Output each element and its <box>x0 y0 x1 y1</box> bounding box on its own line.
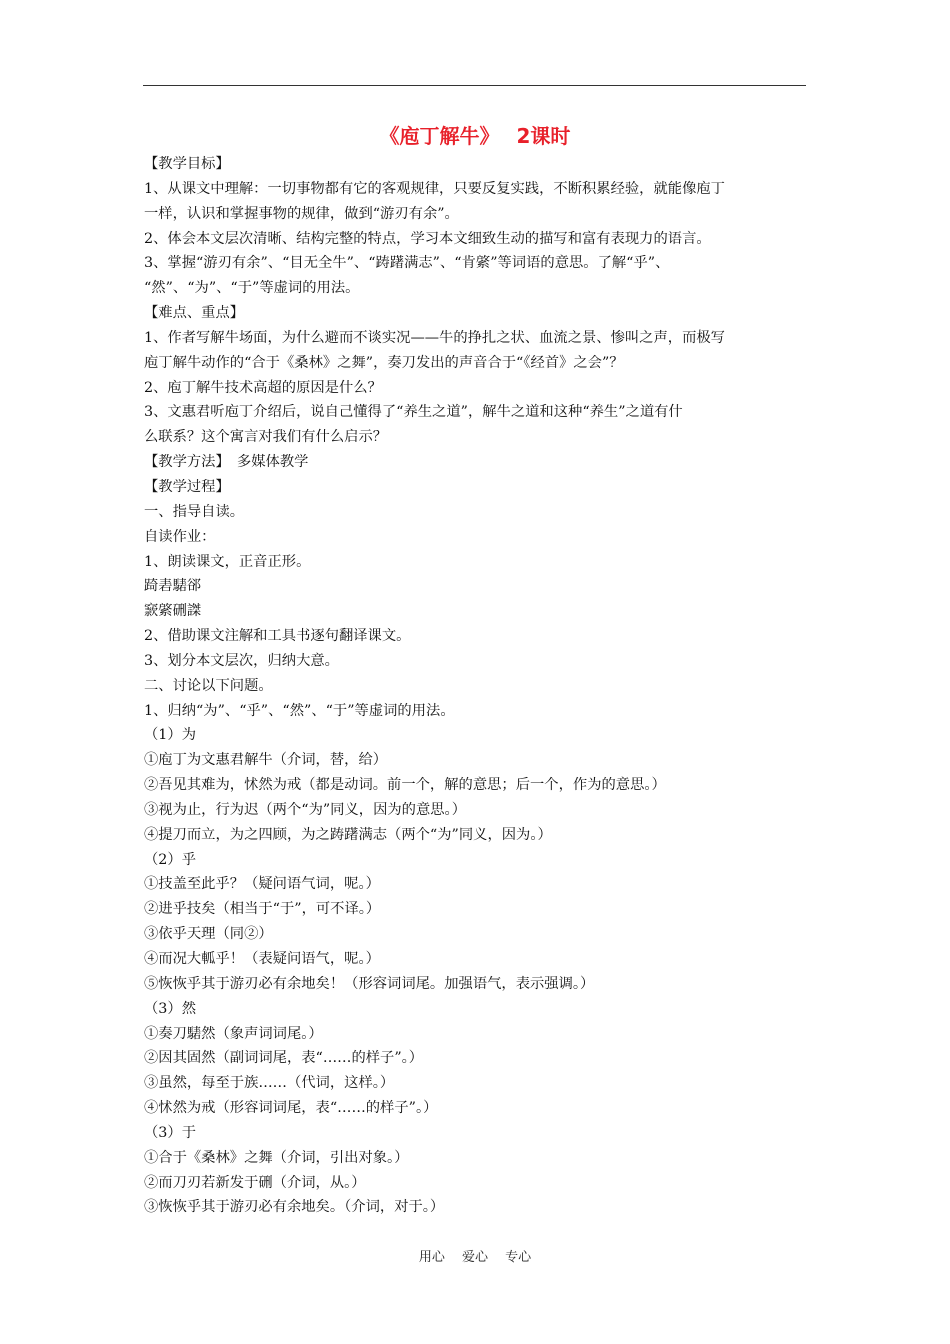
text-line: 2、借助课文注解和工具书逐句翻译课文。 <box>144 628 411 645</box>
text-line: “然”、“为”、“于”等虚词的用法。 <box>144 280 360 297</box>
text-line: （1）为 <box>144 727 196 744</box>
text-line: 【教学方法】 多媒体教学 <box>144 454 309 471</box>
text-line: 1、作者写解牛场面，为什么避而不谈实况——牛的挣扎之状、血流之景、惨叫之声，而极写 <box>144 329 725 346</box>
page-title: 《庖丁解牛》 2课时 <box>379 124 571 148</box>
text-line: 3、文惠君听庖丁介绍后，说自己懂得了“养生之道”，解牛之道和这种“养生”之道有什 <box>144 404 683 421</box>
text-line: ①技盖至此乎？（疑问语气词，呢。） <box>144 876 380 893</box>
text-line: ①庖丁为文惠君解牛（介词，替，给） <box>144 752 388 769</box>
text-line: ②进乎技矣（相当于“于”，可不译。） <box>144 901 381 918</box>
text-line: ④而况大軱乎！（表疑问语气，呢。） <box>144 951 380 967</box>
text-line: 窾綮硎謋 <box>144 603 202 620</box>
text-line: ④怵然为戒（形容词词尾，表“……的样子”。） <box>144 1100 438 1117</box>
text-line: ②吾见其难为，怵然为戒（都是动词。前一个，解的意思；后一个，作为的意思。） <box>144 777 666 794</box>
text-line: ①合于《桑林》之舞（介词，引出对象。） <box>144 1149 409 1166</box>
text-line: ⑤恢恢乎其于游刃必有余地矣！（形容词词尾。加强语气，表示强调。） <box>144 975 595 992</box>
text-line: ③虽然，每至于族……（代词，这样。） <box>144 1075 395 1092</box>
text-line: 一、指导自读。 <box>144 503 245 520</box>
text-line: （3）于 <box>144 1124 196 1141</box>
text-line: 1、朗读课文，正音正形。 <box>144 553 311 570</box>
text-line: 【教学过程】 <box>144 478 230 495</box>
text-line: 踦砉騞郤 <box>144 578 202 595</box>
text-line: ②而刀刃若新发于硎（介词，从。） <box>144 1174 366 1191</box>
text-line: 1、归纳“为”、“乎”、“然”、“于”等虚词的用法。 <box>144 702 455 719</box>
header-rule <box>143 85 806 86</box>
text-line: 么联系？这个寓言对我们有什么启示？ <box>144 429 388 446</box>
text-line: ④提刀而立，为之四顾，为之踌躇满志（两个“为”同义，因为。） <box>144 826 552 843</box>
text-line: 二、讨论以下问题。 <box>144 677 273 694</box>
document-body <box>144 152 809 1220</box>
text-line: 2、体会本文层次清晰、结构完整的特点，学习本文细致生动的描写和富有表现力的语言。 <box>144 230 711 247</box>
text-line: 3、划分本文层次，归纳大意。 <box>144 652 339 669</box>
text-line: （3）然 <box>144 1000 196 1017</box>
text-line: ③恢恢乎其于游刃必有余地矣。（介词，对于。） <box>144 1199 445 1216</box>
text-line: 庖丁解牛动作的“合于《桑林》之舞”，奏刀发出的声音合于“《经首》之会”？ <box>144 354 624 371</box>
text-line: ③视为止，行为迟（两个“为”同义，因为的意思。） <box>144 801 466 818</box>
text-line: （2）乎 <box>144 851 196 868</box>
text-line: 【难点、重点】 <box>144 305 245 322</box>
text-line: ②因其固然（副词词尾，表“……的样子”。） <box>144 1050 424 1067</box>
page-footer: 用心 爱心 专心 <box>418 1250 532 1265</box>
text-line: ③依乎天理（同②） <box>144 926 273 943</box>
text-line: 一样，认识和掌握事物的规律，做到“游刃有余”。 <box>144 205 459 222</box>
text-line: 1、从课文中理解：一切事物都有它的客观规律，只要反复实践，不断积累经验，就能像庖丁 <box>144 180 725 197</box>
text-line: 2、庖丁解牛技术高超的原因是什么？ <box>144 379 382 396</box>
text-line: 【教学目标】 <box>144 156 230 172</box>
text-line: 3、掌握“游刃有余”、“目无全牛”、“踌躇满志”、“肯綮”等词语的意思。了解“乎”、 <box>144 255 670 272</box>
text-line: ①奏刀騞然（象声词词尾。） <box>144 1025 323 1042</box>
text-line: 自读作业： <box>144 528 216 545</box>
